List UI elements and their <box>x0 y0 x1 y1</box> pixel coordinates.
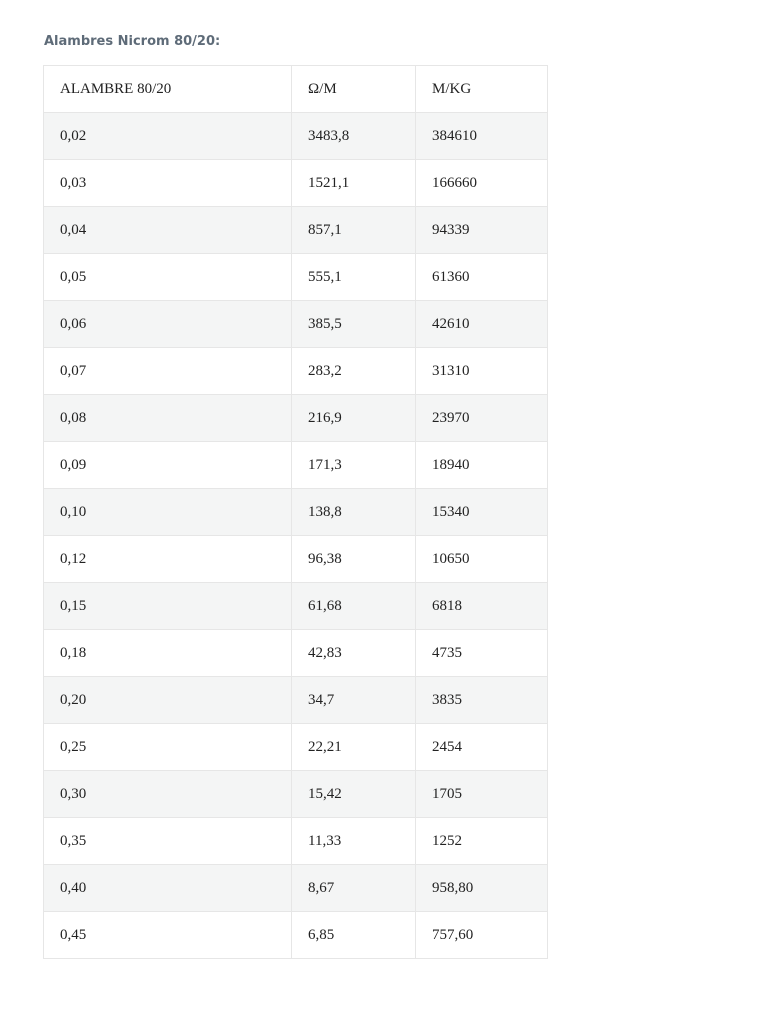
cell-meters-per-kg: 958,80 <box>416 865 548 912</box>
cell-wire-size: 0,35 <box>44 818 292 865</box>
table-row <box>44 113 548 160</box>
cell-wire-size: 0,15 <box>44 583 292 630</box>
cell-ohm-per-meter: 857,1 <box>292 207 416 254</box>
table-row <box>44 442 548 489</box>
cell-meters-per-kg: 757,60 <box>416 912 548 959</box>
cell-ohm-per-meter: 171,3 <box>292 442 416 489</box>
header-wire-size: ALAMBRE 80/20 <box>44 66 292 113</box>
table-row <box>44 724 548 771</box>
cell-ohm-per-meter: 385,5 <box>292 301 416 348</box>
cell-wire-size: 0,30 <box>44 771 292 818</box>
cell-meters-per-kg: 61360 <box>416 254 548 301</box>
cell-wire-size: 0,06 <box>44 301 292 348</box>
cell-meters-per-kg: 1252 <box>416 818 548 865</box>
cell-ohm-per-meter: 15,42 <box>292 771 416 818</box>
cell-wire-size: 0,20 <box>44 677 292 724</box>
cell-meters-per-kg: 3835 <box>416 677 548 724</box>
nichrome-wire-table <box>43 65 548 959</box>
cell-meters-per-kg: 23970 <box>416 395 548 442</box>
table-row <box>44 160 548 207</box>
cell-meters-per-kg: 42610 <box>416 301 548 348</box>
cell-wire-size: 0,09 <box>44 442 292 489</box>
table-row <box>44 912 548 959</box>
table-row <box>44 348 548 395</box>
table-row <box>44 301 548 348</box>
table-row <box>44 395 548 442</box>
cell-wire-size: 0,04 <box>44 207 292 254</box>
table-row <box>44 677 548 724</box>
cell-ohm-per-meter: 8,67 <box>292 865 416 912</box>
table-row <box>44 630 548 677</box>
cell-ohm-per-meter: 3483,8 <box>292 113 416 160</box>
cell-wire-size: 0,08 <box>44 395 292 442</box>
table-row <box>44 865 548 912</box>
cell-wire-size: 0,03 <box>44 160 292 207</box>
cell-wire-size: 0,07 <box>44 348 292 395</box>
cell-wire-size: 0,02 <box>44 113 292 160</box>
cell-wire-size: 0,12 <box>44 536 292 583</box>
cell-ohm-per-meter: 555,1 <box>292 254 416 301</box>
cell-meters-per-kg: 1705 <box>416 771 548 818</box>
cell-meters-per-kg: 166660 <box>416 160 548 207</box>
cell-meters-per-kg: 18940 <box>416 442 548 489</box>
cell-ohm-per-meter: 6,85 <box>292 912 416 959</box>
cell-ohm-per-meter: 22,21 <box>292 724 416 771</box>
cell-ohm-per-meter: 1521,1 <box>292 160 416 207</box>
cell-ohm-per-meter: 61,68 <box>292 583 416 630</box>
table-heading: Alambres Nicrom 80/20: <box>44 34 221 49</box>
cell-meters-per-kg: 6818 <box>416 583 548 630</box>
table-row <box>44 254 548 301</box>
cell-ohm-per-meter: 42,83 <box>292 630 416 677</box>
cell-ohm-per-meter: 96,38 <box>292 536 416 583</box>
cell-ohm-per-meter: 11,33 <box>292 818 416 865</box>
cell-ohm-per-meter: 283,2 <box>292 348 416 395</box>
table-row <box>44 771 548 818</box>
cell-wire-size: 0,10 <box>44 489 292 536</box>
cell-wire-size: 0,40 <box>44 865 292 912</box>
cell-meters-per-kg: 94339 <box>416 207 548 254</box>
cell-wire-size: 0,45 <box>44 912 292 959</box>
table-row <box>44 583 548 630</box>
cell-ohm-per-meter: 216,9 <box>292 395 416 442</box>
header-meters-per-kg: M/KG <box>416 66 548 113</box>
table-row <box>44 818 548 865</box>
cell-meters-per-kg: 2454 <box>416 724 548 771</box>
cell-ohm-per-meter: 34,7 <box>292 677 416 724</box>
cell-wire-size: 0,05 <box>44 254 292 301</box>
cell-meters-per-kg: 10650 <box>416 536 548 583</box>
table-row <box>44 207 548 254</box>
table-row <box>44 536 548 583</box>
cell-ohm-per-meter: 138,8 <box>292 489 416 536</box>
cell-wire-size: 0,18 <box>44 630 292 677</box>
cell-meters-per-kg: 15340 <box>416 489 548 536</box>
cell-meters-per-kg: 4735 <box>416 630 548 677</box>
table-row <box>44 489 548 536</box>
cell-wire-size: 0,25 <box>44 724 292 771</box>
cell-meters-per-kg: 31310 <box>416 348 548 395</box>
cell-meters-per-kg: 384610 <box>416 113 548 160</box>
header-ohm-per-meter: Ω/M <box>292 66 416 113</box>
table-header-row <box>44 66 548 113</box>
